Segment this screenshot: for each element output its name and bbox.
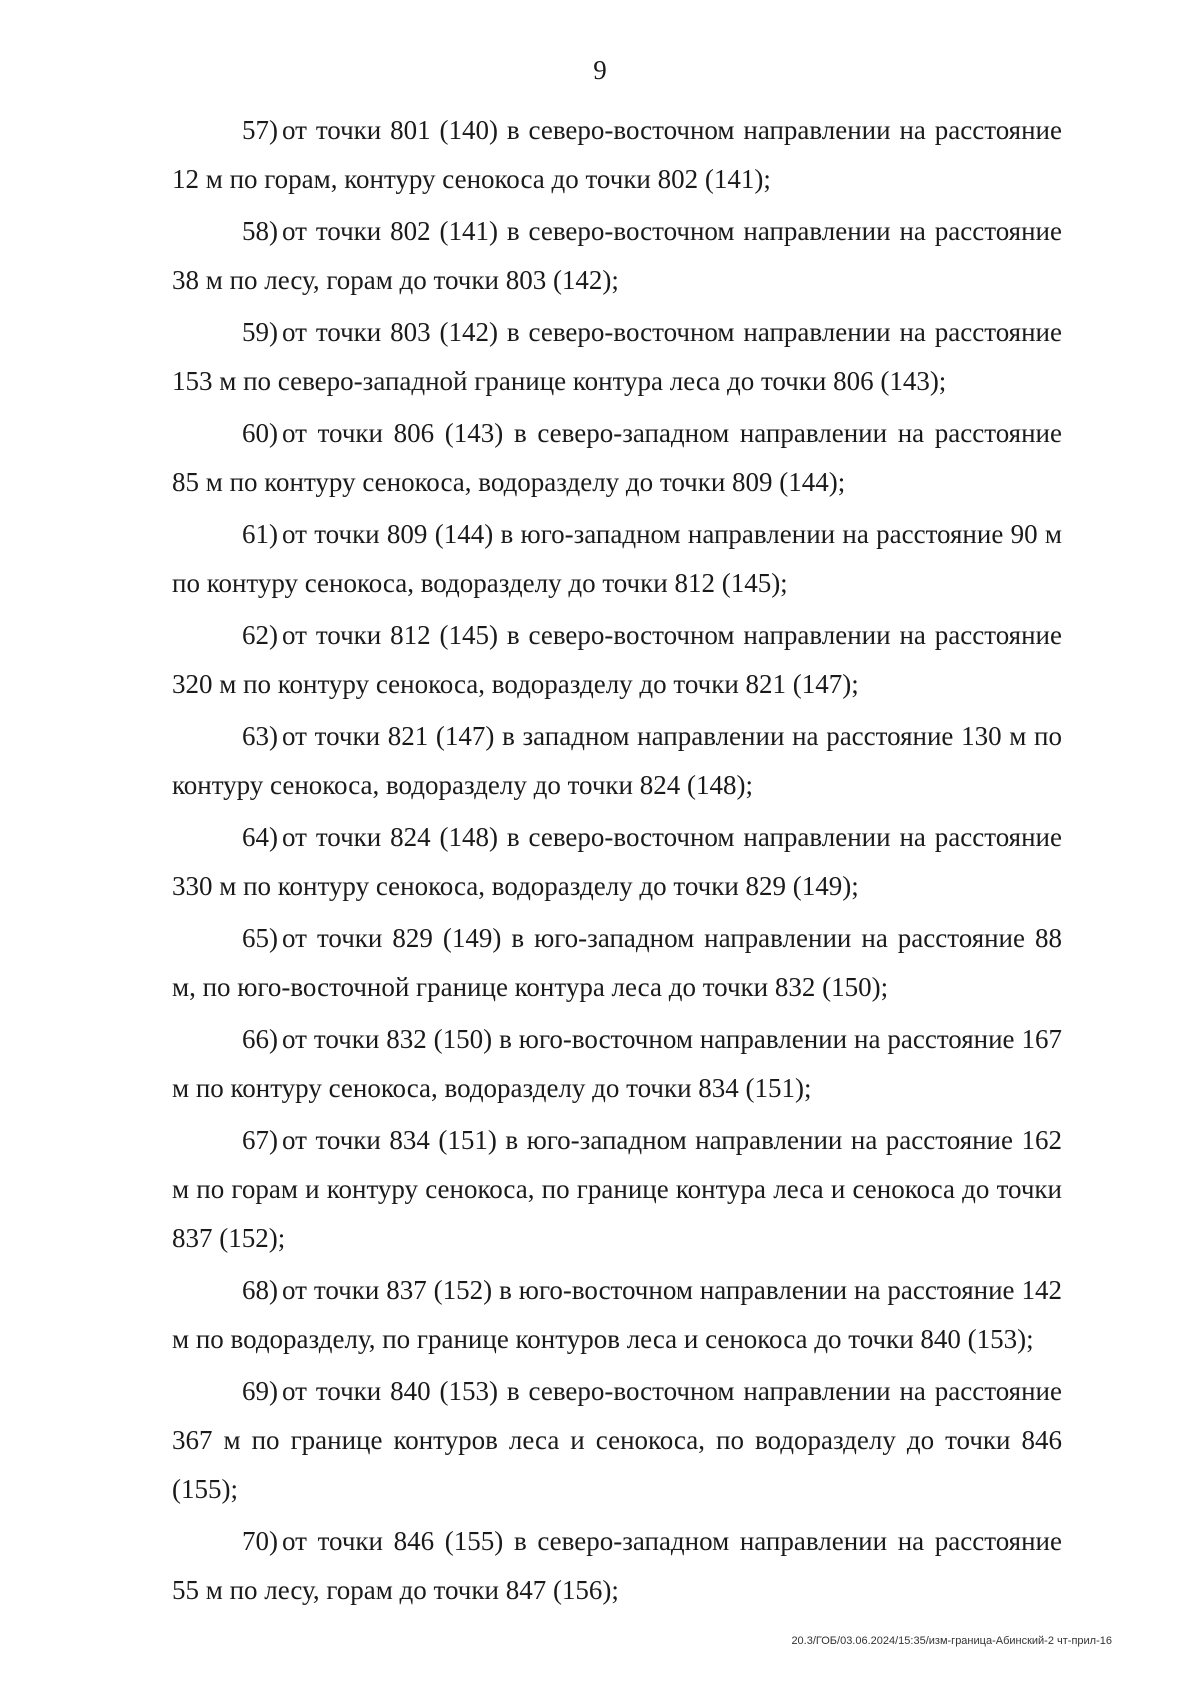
list-item	[172, 1015, 1062, 1113]
item-number: 62)	[242, 620, 278, 650]
item-number: 58)	[242, 216, 278, 246]
item-number: 57)	[242, 115, 278, 145]
item-number: 69)	[242, 1376, 278, 1406]
item-text: от точки 840 (153) в северо-восточном направлении на расстояние 367 м по границе контуров леса и сенокоса, по водоразделу до точки 846 (155);	[172, 1376, 1062, 1504]
document-footer-stamp: 20.3/ГОБ/03.06.2024/15:35/изм-граница-Абинский-2 чт-прил-16	[791, 1635, 1112, 1647]
list-item	[172, 1517, 1062, 1615]
item-number: 61)	[242, 519, 278, 549]
list-item	[172, 914, 1062, 1012]
list-item	[172, 1266, 1062, 1364]
list-item	[172, 409, 1062, 507]
item-number: 59)	[242, 317, 278, 347]
item-number: 64)	[242, 822, 278, 852]
item-text: от точки 821 (147) в западном направлении на расстояние 130 м по контуру сенокоса, водоразделу до точки 824 (148);	[172, 721, 1062, 800]
item-number: 67)	[242, 1125, 278, 1155]
item-text: от точки 812 (145) в северо-восточном направлении на расстояние 320 м по контуру сенокоса, водоразделу до точки 821 (147);	[172, 620, 1062, 699]
item-text: от точки 846 (155) в северо-западном направлении на расстояние 55 м по лесу, горам до точки 847 (156);	[172, 1526, 1062, 1605]
list-item	[172, 510, 1062, 608]
item-text: от точки 809 (144) в юго-западном направлении на расстояние 90 м по контуру сенокоса, водоразделу до точки 812 (145);	[172, 519, 1062, 598]
item-text: от точки 802 (141) в северо-восточном направлении на расстояние 38 м по лесу, горам до точки 803 (142);	[172, 216, 1062, 295]
list-item	[172, 308, 1062, 406]
item-text: от точки 803 (142) в северо-восточном направлении на расстояние 153 м по северо-западной границе контура леса до точки 806 (143);	[172, 317, 1062, 396]
document-body	[172, 106, 1062, 1618]
item-number: 65)	[242, 923, 278, 953]
item-text: от точки 806 (143) в северо-западном направлении на расстояние 85 м по контуру сенокоса, водоразделу до точки 809 (144);	[172, 418, 1062, 497]
item-text: от точки 832 (150) в юго-восточном направлении на расстояние 167 м по контуру сенокоса, водоразделу до точки 834 (151);	[172, 1024, 1062, 1103]
item-number: 63)	[242, 721, 278, 751]
item-number: 66)	[242, 1024, 278, 1054]
list-item	[172, 1367, 1062, 1514]
page-number: 9	[593, 55, 607, 85]
list-item	[172, 1116, 1062, 1263]
list-item	[172, 207, 1062, 305]
list-item	[172, 712, 1062, 810]
item-text: от точки 837 (152) в юго-восточном направлении на расстояние 142 м по водоразделу, по границе контуров леса и сенокоса до точки 840 (153);	[172, 1275, 1062, 1354]
item-text: от точки 824 (148) в северо-восточном направлении на расстояние 330 м по контуру сенокоса, водоразделу до точки 829 (149);	[172, 822, 1062, 901]
item-text: от точки 829 (149) в юго-западном направлении на расстояние 88 м, по юго-восточной границе контура леса до точки 832 (150);	[172, 923, 1062, 1002]
list-item	[172, 611, 1062, 709]
list-item	[172, 106, 1062, 204]
item-number: 68)	[242, 1275, 278, 1305]
item-text: от точки 834 (151) в юго-западном направлении на расстояние 162 м по горам и контуру сенокоса, по границе контура леса и сенокоса до точки 837 (152);	[172, 1125, 1062, 1253]
item-number: 60)	[242, 418, 278, 448]
item-text: от точки 801 (140) в северо-восточном направлении на расстояние 12 м по горам, контуру сенокоса до точки 802 (141);	[172, 115, 1062, 194]
item-number: 70)	[242, 1526, 278, 1556]
list-item	[172, 813, 1062, 911]
